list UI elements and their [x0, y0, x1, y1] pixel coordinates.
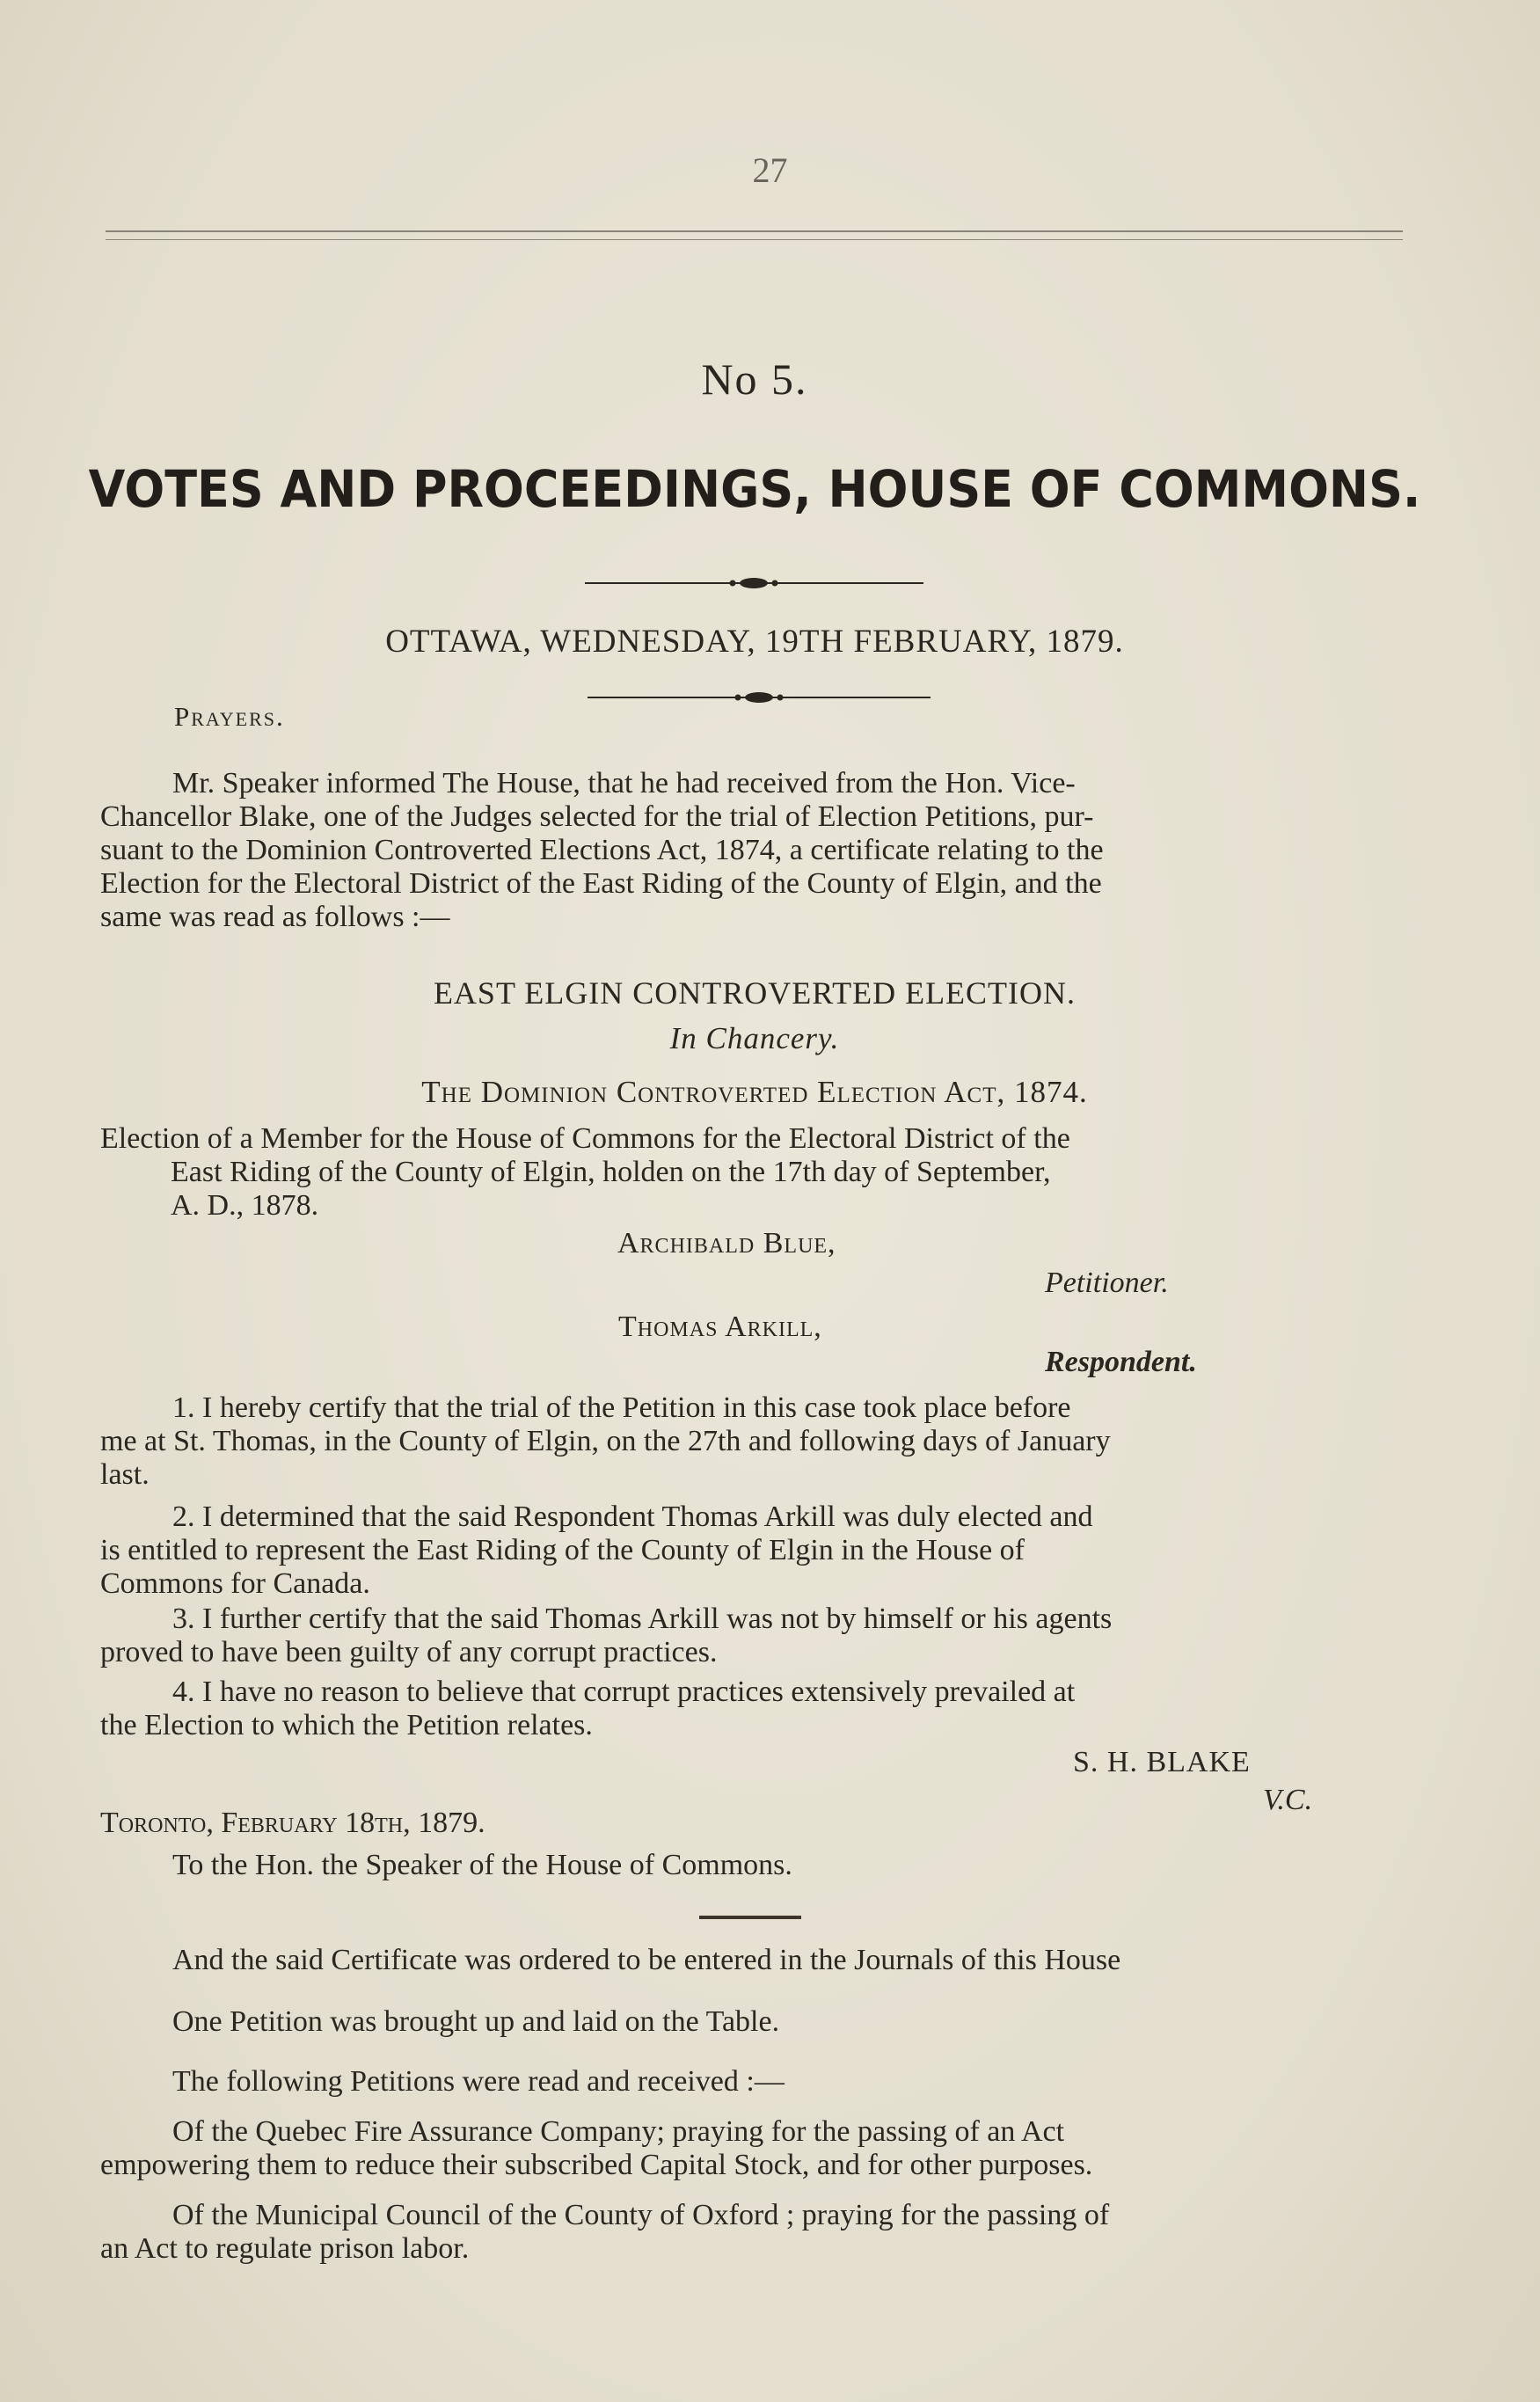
text-line: 4. I have no reason to believe that corrupt practices extensively prevailed at [172, 1676, 1076, 1708]
ornament-divider-1 [585, 577, 923, 589]
closing-para-4 [100, 2115, 1404, 2182]
signature-title: V.C. [1263, 1784, 1313, 1816]
text-line: The following Petitions were read and received :— [172, 2065, 785, 2098]
text-line: A. D., 1878. [171, 1189, 319, 1222]
text-line: East Riding of the County of Elgin, holden on the 17th day of September, [171, 1156, 1051, 1188]
issue-number: No 5. [701, 354, 808, 404]
page-number: 27 [752, 150, 788, 190]
court-heading: In Chancery. [669, 1021, 840, 1055]
text-line: the Election to which the Petition relates. [100, 1709, 593, 1741]
certificate-para-4 [100, 1676, 1404, 1742]
certificate-para-2 [100, 1500, 1404, 1601]
election-heading: EAST ELGIN CONTROVERTED ELECTION. [433, 975, 1077, 1011]
section-divider [699, 1916, 801, 1919]
dateline: OTTAWA, WEDNESDAY, 19TH FEBRUARY, 1879. [385, 624, 1124, 660]
text-line: Of the Quebec Fire Assurance Company; praying for the passing of an Act [172, 2115, 1065, 2148]
text-line: 3. I further certify that the said Thomas Arkill was not by himself or his agents [172, 1603, 1113, 1635]
petitioner-name: Archibald Blue, [617, 1227, 836, 1259]
text-line: proved to have been guilty of any corrupt practices. [100, 1636, 718, 1668]
text-line: same was read as follows :— [100, 901, 450, 933]
closing-para-2 [100, 2005, 1404, 2039]
closing-para-1 [100, 1944, 1404, 1977]
text-line: 2. I determined that the said Respondent Thomas Arkill was duly elected and [172, 1500, 1093, 1533]
header-rule [106, 230, 1403, 232]
text-line: Chancellor Blake, one of the Judges selected for the trial of Election Petitions, pur- [100, 800, 1094, 833]
petitioner-role: Petitioner. [1045, 1267, 1169, 1299]
speaker-paragraph [100, 767, 1404, 934]
closing-para-5 [100, 2199, 1404, 2266]
ornament-divider-2 [588, 691, 931, 704]
text-line: suant to the Dominion Controverted Elections Act, 1874, a certificate relating to the [100, 834, 1104, 866]
text-line: me at St. Thomas, in the County of Elgin, on the 27th and following days of January [100, 1425, 1111, 1457]
text-line: last. [100, 1458, 150, 1491]
closing-para-3 [100, 2065, 1404, 2099]
header-rule-thin [106, 239, 1403, 240]
text-line: Of the Municipal Council of the County of Oxford ; praying for the passing of [172, 2199, 1110, 2231]
prayers-heading: Prayers. [174, 701, 285, 732]
text-line: Mr. Speaker informed The House, that he had received from the Hon. Vice- [172, 767, 1076, 799]
text-line: One Petition was brought up and laid on the Table. [172, 2005, 780, 2038]
respondent-role: Respondent. [1045, 1346, 1197, 1378]
text-line: Election for the Electoral District of the East Riding of the County of Elgin, and the [100, 867, 1102, 900]
election-description [100, 1122, 1404, 1223]
place-date [100, 1807, 485, 1840]
text-line: Election of a Member for the House of Commons for the Electoral District of the [100, 1122, 1070, 1155]
text-line: Commons for Canada. [100, 1567, 370, 1600]
text-line: 1. I hereby certify that the trial of the Petition in this case took place before [172, 1391, 1071, 1424]
text-line: And the said Certificate was ordered to be entered in the Journals of this House [172, 1944, 1121, 1976]
respondent-name: Thomas Arkill, [618, 1311, 822, 1343]
place-date-text: Toronto, February 18th, 1879. [100, 1807, 485, 1839]
act-heading: The Dominion Controverted Election Act, 1874. [421, 1075, 1088, 1109]
document-title: VOTES AND PROCEEDINGS, HOUSE OF COMMONS. [88, 459, 1421, 519]
certificate-para-1 [100, 1391, 1404, 1492]
text-line: an Act to regulate prison labor. [100, 2232, 470, 2265]
text-line: empowering them to reduce their subscribed Capital Stock, and for other purposes. [100, 2149, 1093, 2181]
addressee: To the Hon. the Speaker of the House of Commons. [172, 1849, 792, 1881]
signature-name: S. H. BLAKE [1073, 1746, 1251, 1778]
text-line: is entitled to represent the East Riding of the County of Elgin in the House of [100, 1534, 1025, 1566]
certificate-para-3 [100, 1603, 1404, 1669]
